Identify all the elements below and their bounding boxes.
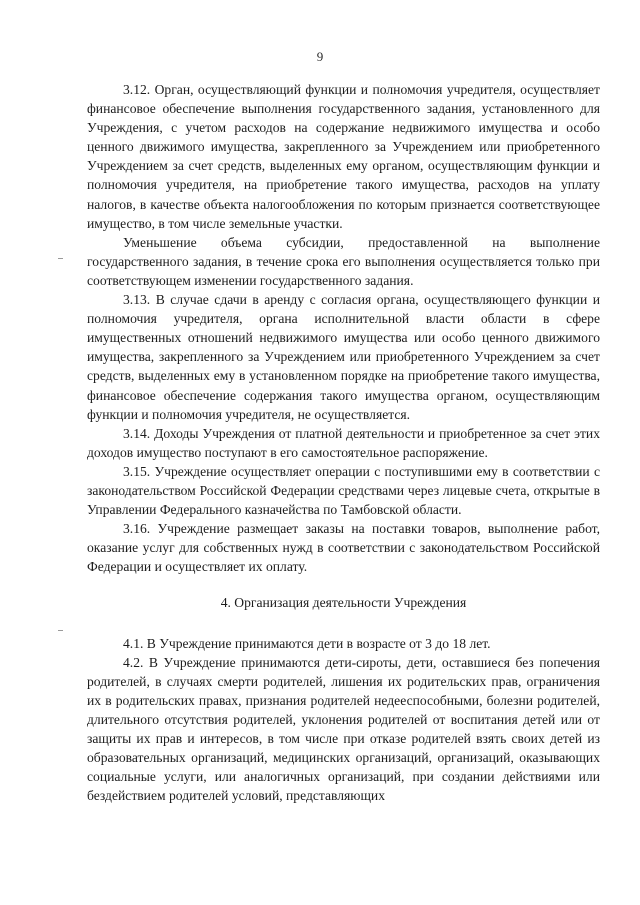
paragraph-3-12-subsidy: Уменьшение объема субсидии, предоставленной на выполнение государственного задания, в течение срока его выполнения осуществляется только при соответствующем изменении государственного задания. (87, 234, 600, 288)
section-heading: 4. Организация деятельности Учреждения (220, 595, 467, 611)
margin-mark (58, 630, 63, 631)
paragraph-3-16: 3.16. Учреждение размещает заказы на поставки товаров, выполнение работ, оказание услуг для собственных нужд в соответствии с законодательством Российской Федерации и осуществляет их оплату. (87, 521, 600, 575)
paragraph-3-15: 3.15. Учреждение осуществляет операции с поступившими ему в соответствии с законодательством Российской Федерации средствами через лицевые счета, открытые в Управлении Федерального казначейства по Тамбовской области. (87, 463, 600, 518)
paragraph-3-12: 3.12. Орган, осуществляющий функции и полномочия учредителя, осуществляет финансовое обеспечение выполнения государственного задания, установленного для Учреждения, с учетом расходов на содержание недвижимого имущества и особо ценного движимого имущества, закрепленного за Учреждением или приобретенного Учреждением за счет средств, выделенных ему органом, осуществляющим функции и полномочия учредителя, на приобретение такого имущества, расходов на уплату налогов, в качестве объекта налогообложения по которым признается соответствующее имущество, в том числе земельные участки. (87, 82, 600, 231)
document-body (87, 80, 600, 805)
page-number: 9 (316, 49, 324, 64)
paragraph-4-1: 4.1. В Учреждение принимаются дети в возрасте от 3 до 18 лет. (123, 635, 491, 651)
paragraph-3-14: 3.14. Доходы Учреждения от платной деятельности и приобретенное за счет этих доходов имущество поступают в его самостоятельное распоряжение. (87, 425, 600, 460)
margin-mark (58, 258, 63, 259)
paragraph-4-2: 4.2. В Учреждение принимаются дети-сироты, дети, оставшиеся без попечения родителей, в случаях смерти родителей, лишения их родительских прав, ограничения их в родительских правах, признания родителей недееспособными, болезни родителей, длительного отсутствия родителей, уклонения родителей от воспитания детей или от защиты их прав и интересов, в том числе при отказе родителей взять своих детей из образовательных организаций, медицинских организаций, организаций, оказывающих социальные услуги, или аналогичных организаций, при создании действиями или бездействием родителей условий, представляющих (87, 654, 600, 804)
paragraph-3-13: 3.13. В случае сдачи в аренду с согласия органа, осуществляющего функции и полномочия учредителя, органа исполнительной власти области в сфере имущественных отношений недвижимого имущества или особо ценного движимого имущества, закрепленного за Учреждением или приобретенного Учреждением за счет средств, выделенных ему в установленном порядке на приобретение такого имущества, финансовое обеспечение содержания такого имущества органом, осуществляющим функции и полномочия учредителя, не осуществляется. (87, 292, 600, 422)
